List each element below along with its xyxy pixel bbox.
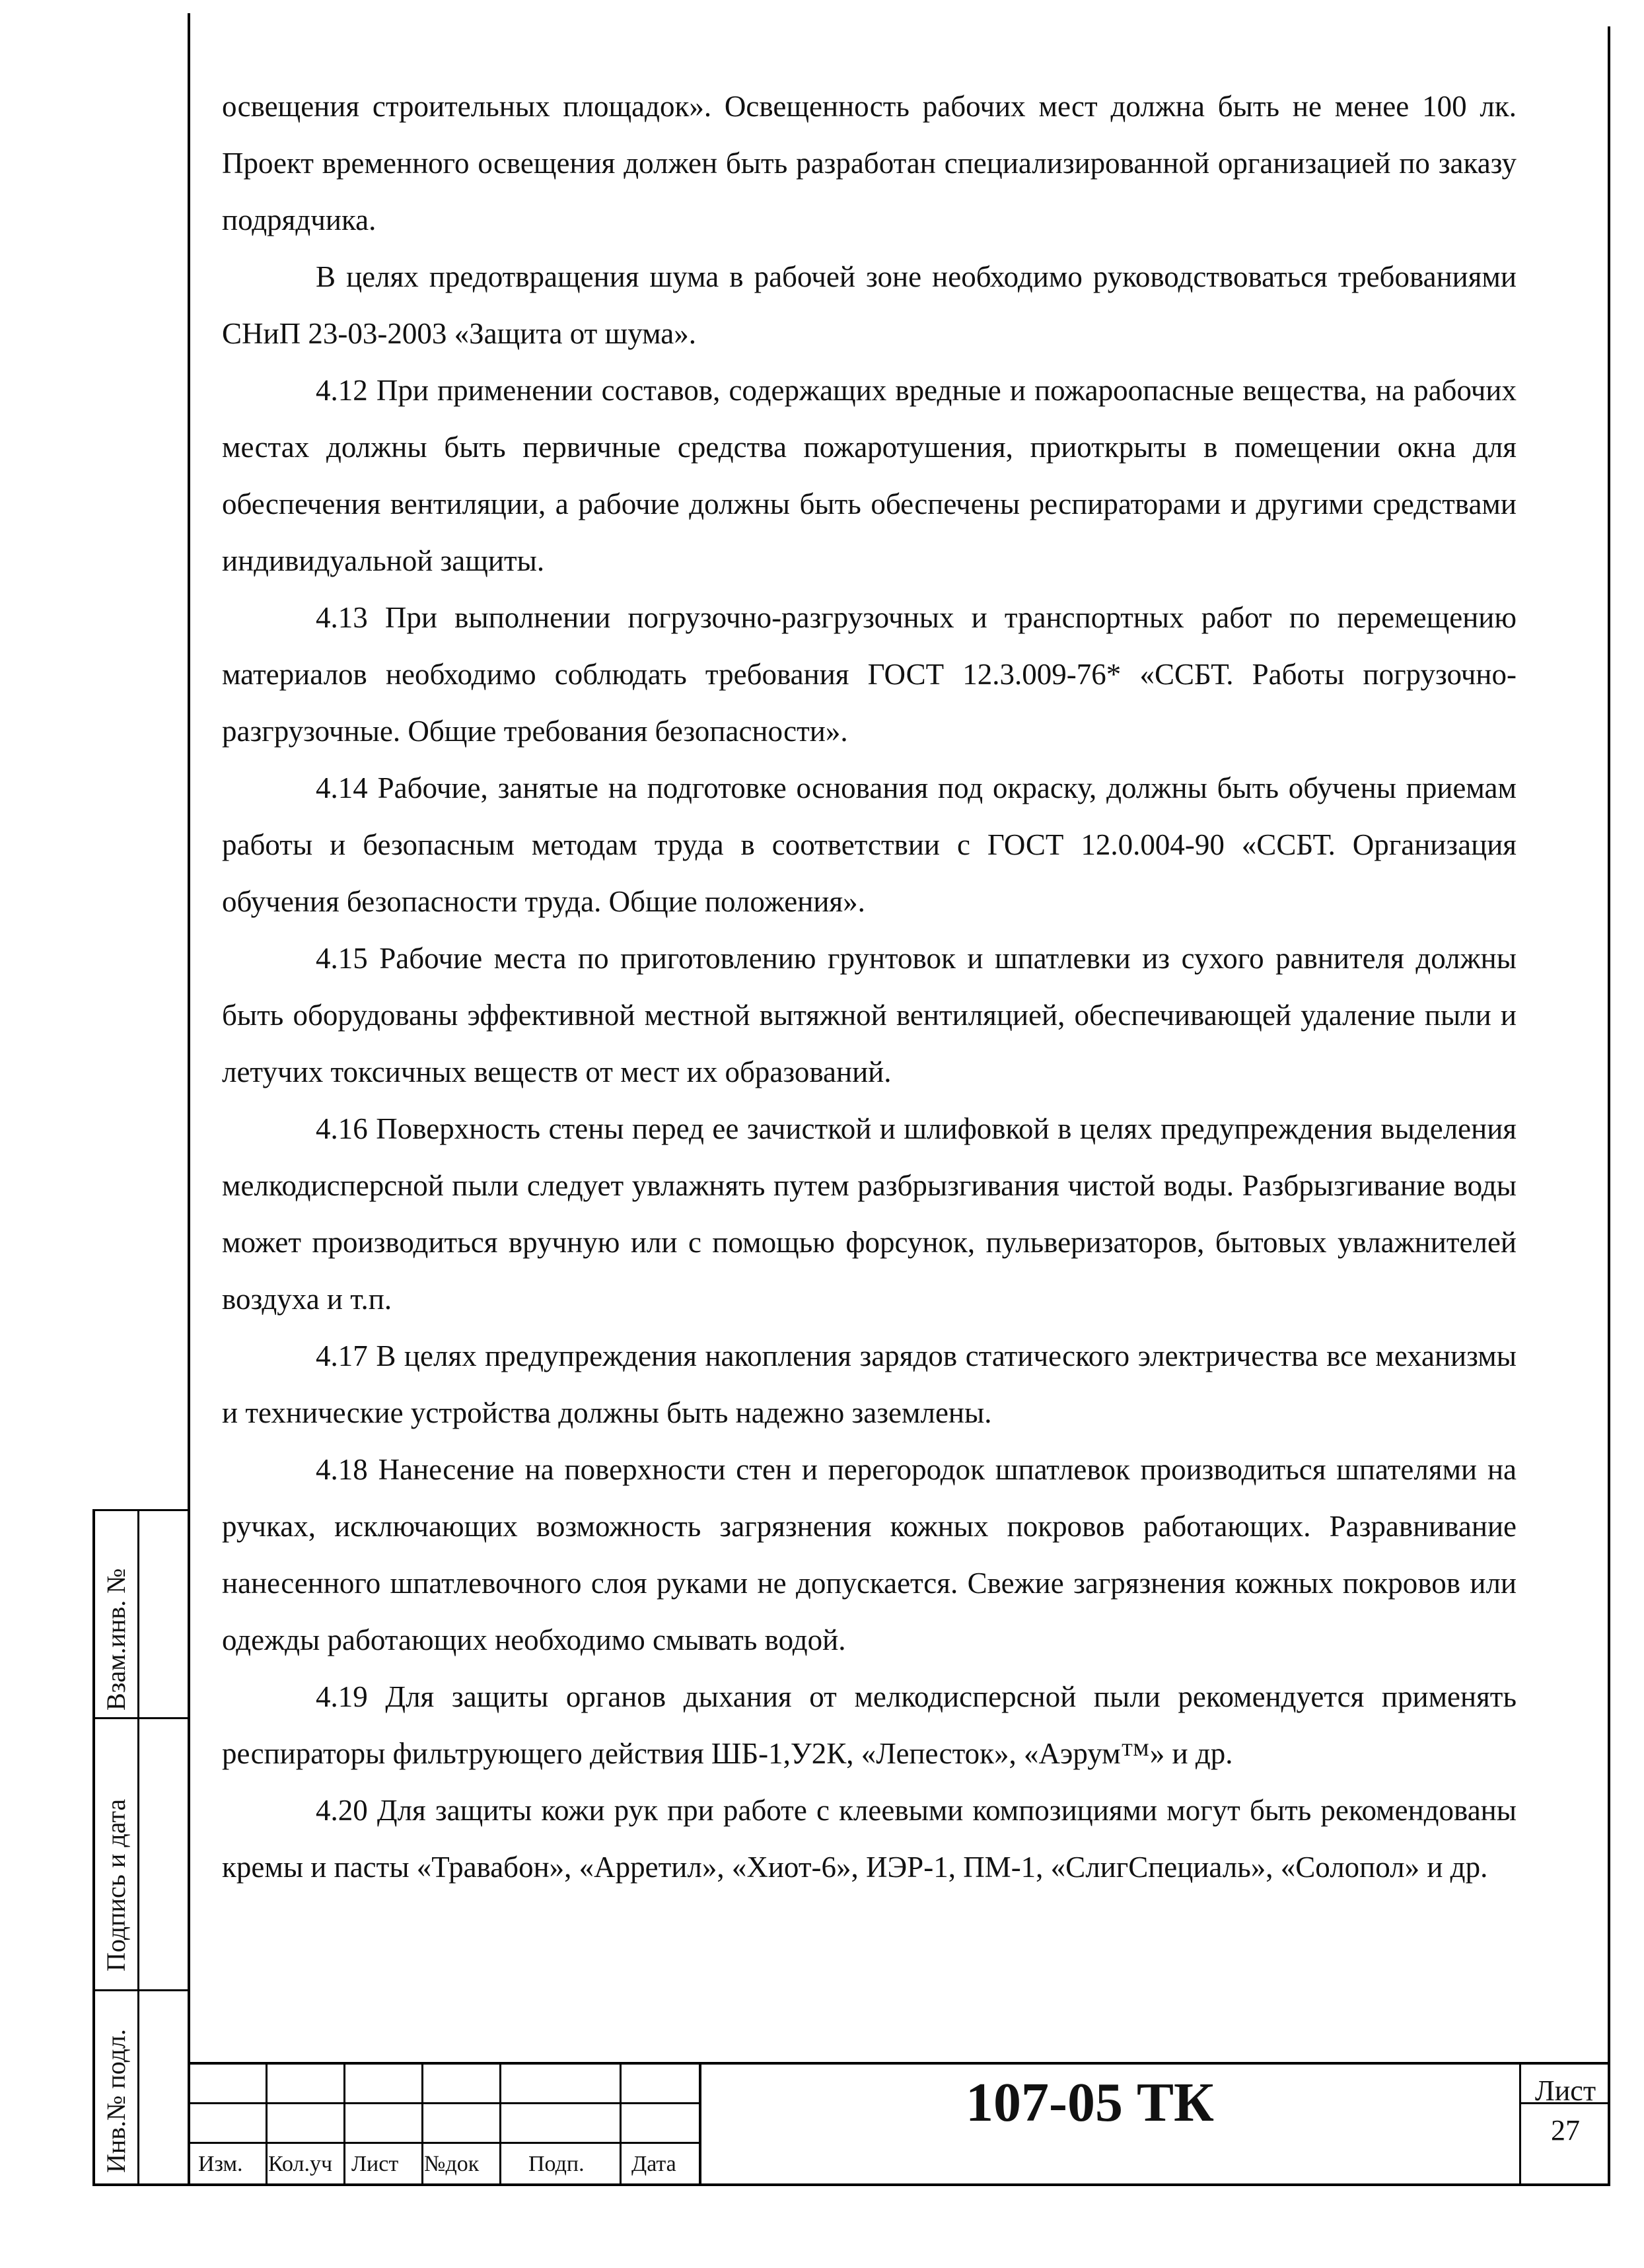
title-col-line-4 [499,2062,501,2186]
col-data-label: Дата [631,2152,676,2176]
sheet-number: 27 [1551,2114,1580,2146]
col-ndok-label: №док [424,2152,480,2176]
side-stamp-mid-line [137,1509,139,2186]
paragraph-4-13: 4.13 При выполнении погрузочно-разгрузочных и транспортных работ по перемещению материалов необходимо соблюдать требования ГОСТ 12.3.009-76* «ССБТ. Работы погрузочно-разгрузочные. Общие требования безопасности». [222,601,1517,748]
title-col-line-1 [266,2062,268,2186]
frame-right-border [1608,26,1610,2186]
document-body [222,78,1517,1896]
col-podp-label: Подп. [528,2152,585,2176]
document-code: 107-05 ТК [966,2072,1214,2133]
paragraph-4-20: 4.20 Для защиты кожи рук при работе с клеевыми композициями могут быть рекомендованы кремы и пасты «Травабон», «Арретил», «Хиот-6», ИЭР-1, ПМ-1, «СлигСпециаль», «Солопол» и др. [222,1794,1517,1884]
vzam-inv-label: Взам.инв. № [101,1568,131,1711]
paragraph-lighting: освещения строительных площадок». Освещенность рабочих мест должна быть не менее 100 лк. Проект временного освещения должен быть разработан специализированной организацией по заказу подрядчика. [222,90,1517,236]
side-stamp-left-line [92,1509,95,2186]
title-col-line-3 [421,2062,423,2186]
side-stamp-divider-2 [92,1989,190,1991]
title-block-row-1 [188,2102,700,2104]
col-izm-label: Изм. [198,2152,243,2176]
col-list-label: Лист [351,2152,399,2176]
podpis-data-label: Подпись и дата [101,1798,131,1971]
title-block-top-line [188,2062,1610,2065]
frame-bottom-border [92,2183,1610,2186]
side-stamp-divider-1 [92,1717,190,1719]
title-col-line-5 [620,2062,622,2186]
sheet-cell-left-line [1519,2062,1521,2186]
paragraph-4-17: 4.17 В целях предупреждения накопления зарядов статического электричества все механизмы и технические устройства должны быть надежно заземлены. [222,1339,1517,1429]
paragraph-4-15: 4.15 Рабочие места по приготовлению грунтовок и шпатлевки из сухого равнителя должны быть оборудованы эффективной местной вытяжной вентиляцией, обеспечивающей удаление пыли и летучих токсичных веществ от мест их образований. [222,942,1517,1088]
col-kol-uch-label: Кол.уч [268,2152,333,2176]
paragraph-4-19: 4.19 Для защиты органов дыхания от мелкодисперсной пыли рекомендуется применять респираторы фильтрующего действия ШБ-1,У2К, «Лепесток», «Аэрум™» и др. [222,1680,1517,1770]
title-block-row-2 [188,2142,700,2144]
paragraph-4-14: 4.14 Рабочие, занятые на подготовке основания под окраску, должны быть обучены приемам работы и безопасным методам труда в соответствии с ГОСТ 12.0.004-90 «ССБТ. Организация обучения безопасности труда. Общие положения». [222,771,1517,918]
title-col-line-2 [343,2062,345,2186]
frame-left-border [188,13,190,2186]
paragraph-noise: В целях предотвращения шума в рабочей зоне необходимо руководствоваться требованиями СНиП 23-03-2003 «Защита от шума». [222,260,1517,350]
paragraph-4-16: 4.16 Поверхность стены перед ее зачисткой и шлифовкой в целях предупреждения выделения мелкодисперсной пыли следует увлажнять путем разбрызгивания чистой воды. Разбрызгивание воды может производиться вручную или с помощью форсунок, пульверизаторов, бытовых увлажнителей воздуха и т.п. [222,1112,1517,1316]
sheet-label: Лист [1534,2074,1596,2107]
side-stamp-top-line [92,1509,190,1511]
paragraph-4-18: 4.18 Нанесение на поверхности стен и перегородок шпатлевок производиться шпателями на ручках, исключающих возможность загрязнения кожных покровов работающих. Разравнивание нанесенного шпатлевочного слоя руками не допускается. Свежие загрязнения кожных покровов или одежды работающих необходимо смывать водой. [222,1453,1517,1656]
inv-podl-label: Инв.№ подл. [101,2029,131,2173]
paragraph-4-12: 4.12 При применении составов, содержащих вредные и пожароопасные вещества, на рабочих местах должны быть первичные средства пожаротушения, приоткрыты в помещении окна для обеспечения вентиляции, а рабочие должны быть обеспечены респираторами и другими средствами индивидуальной защиты. [222,374,1517,577]
